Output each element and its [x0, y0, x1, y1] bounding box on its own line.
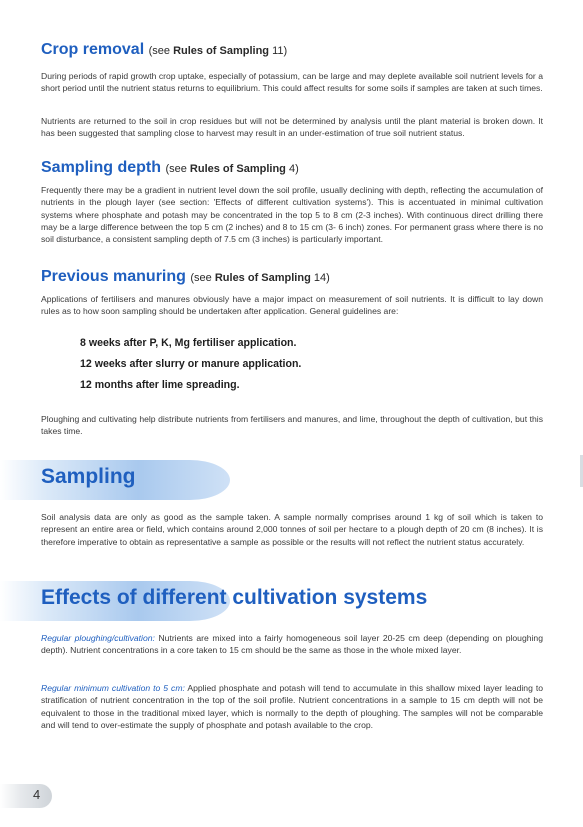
crop-removal-title: Crop removal [41, 41, 145, 58]
effects-heading: Effects of different cultivation systems [41, 586, 428, 609]
sampling-heading: Sampling [41, 465, 136, 488]
guideline-item: 12 weeks after slurry or manure application. [80, 358, 302, 370]
page-number: 4 [33, 787, 41, 802]
effects-p2-text: Applied phosphate and potash will tend to accumulate in this shallow mixed layer leading to stratification of nutrient concentration in the top of the soil profile. Nutrient concentrations in a sample to 15 cm depth will not be equivalent to those in the traditional mixed layer, which is normally to the depth of ploughing. The samples will not be comparable and will tend to over-estimate the supply of phosphate and potash available to the crop. [41, 683, 544, 730]
ref-bold: Rules of Sampling [214, 272, 311, 284]
previous-manuring-reference [190, 272, 329, 284]
crop-removal-heading [41, 40, 287, 61]
previous-manuring-paragraph-1: Applications of fertilisers and manures obviously have a major impact on measurement of soil nutrients. It is difficult to lay down rules as to how soon sampling should be undertaken after application. General guidelines are: [41, 294, 543, 317]
ref-suffix: 14) [310, 272, 330, 284]
ref-prefix: (see [165, 163, 190, 175]
effects-paragraph-1 [41, 632, 543, 657]
sampling-depth-reference [165, 163, 298, 175]
ref-bold: Rules of Sampling [189, 163, 286, 175]
ref-suffix: 11) [269, 45, 288, 57]
previous-manuring-paragraph-2: Ploughing and cultivating help distribute nutrients from fertilisers and manures, and lime, throughout the depth of cultivation, but this takes time. [41, 414, 543, 437]
sampling-depth-title: Sampling depth [41, 159, 161, 176]
effects-p1-lead: Regular ploughing/cultivation: [41, 633, 155, 643]
previous-manuring-title: Previous manuring [41, 268, 186, 285]
crop-removal-paragraph-1: During periods of rapid growth crop uptake, especially of potassium, can be large and may deplete available soil nutrient levels for a short period until the nutrient status returns to equilibrium. This could affect results for some soils if samples are taken at such times. [41, 71, 543, 94]
page-number-tab [0, 784, 52, 808]
ref-prefix: (see [148, 45, 174, 57]
guideline-item: 12 months after lime spreading. [80, 379, 240, 391]
crop-removal-reference [149, 45, 288, 57]
ref-suffix: 4) [285, 163, 299, 175]
effects-paragraph-2 [41, 682, 543, 731]
sampling-depth-heading [41, 158, 299, 179]
ref-bold: Rules of Sampling [173, 45, 270, 57]
crop-removal-paragraph-2: Nutrients are returned to the soil in crop residues but will not be determined by analysis until the plant material is broken down. It has been suggested that sampling close to harvest may result in an under-estimation of true soil nutrient status. [41, 116, 543, 139]
guideline-item: 8 weeks after P, K, Mg fertiliser application. [80, 337, 297, 349]
effects-p1-text: Nutrients are mixed into a fairly homogeneous soil layer 20-25 cm deep (depending on ploughing depth). Nutrient concentrations in a core taken to 15 cm should be the same as those in the whole mixed layer. [41, 633, 543, 656]
effects-p2-lead: Regular minimum cultivation to 5 cm: [41, 683, 185, 693]
previous-manuring-heading [41, 267, 330, 288]
ref-prefix: (see [190, 272, 215, 284]
sampling-depth-paragraph: Frequently there may be a gradient in nutrient level down the soil profile, usually declining with depth, reflecting the accumulation of nutrients in the plough layer (see section: 'Effects of different cultivation systems'). This is accentuated in minimal cultivation systems where phosphate and potash may be concentrated in the top 5 to 8 cm (2-3 inches). With continuous direct drilling there may be a large difference between the top 5 cm (2 inches) and 8 to 15 cm (3- 6 inch) zones. For permanent grass where there is no soil disturbance, a consistent sampling depth of 7.5 cm (3 inches) is particularly important. [41, 185, 543, 245]
sampling-paragraph: Soil analysis data are only as good as the sample taken. A sample normally comprises around 1 kg of soil which is taken to represent an entire area or field, which contains around 2,000 tonnes of soil per hectare to a plough depth of 20 cm (8 inches). It is therefore imperative to obtain as representative a sample as possible or the results will not reflect the nutrient status accurately. [41, 512, 543, 547]
